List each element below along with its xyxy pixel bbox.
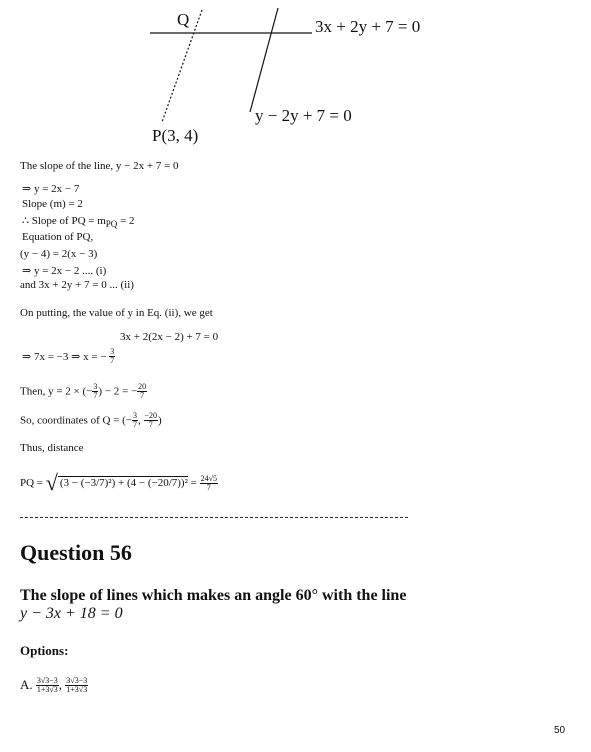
- slope-pq-text: ∴ Slope of PQ = m: [22, 215, 106, 227]
- question-heading: Question 56: [20, 540, 132, 565]
- option-a-f2-den: 1+3√3: [66, 684, 88, 694]
- coords-text: So, coordinates of Q = (−: [20, 414, 132, 427]
- distance-radicand: (3 − (−3/7)²) + (4 − (−20/7))²: [59, 477, 188, 489]
- solution-line-7: ⇒ y = 2x − 2 .... (i): [22, 265, 107, 277]
- label-p: P(3, 4): [152, 126, 199, 145]
- x-value-den: 7: [110, 356, 115, 365]
- y-frac2-den: 7: [140, 391, 145, 400]
- line-y-2x-7: [250, 8, 278, 112]
- solution-line-6: (y − 4) = 2(x − 3): [20, 248, 98, 260]
- section-divider: [20, 517, 408, 518]
- x-value-text: ⇒ 7x = −3 ⇒ x = −: [22, 351, 107, 363]
- coords-close: ): [158, 414, 162, 427]
- slope-pq-sub: PQ: [105, 219, 118, 230]
- x-value-fraction: [109, 348, 115, 365]
- option-a-frac-1: [36, 677, 59, 694]
- option-a-f1-num: 3√3−3: [36, 675, 58, 685]
- y-fraction-2: [137, 383, 147, 400]
- solution-line-5: Equation of PQ,: [22, 231, 94, 243]
- label-line2: y − 2y + 7 = 0: [255, 106, 352, 125]
- coords-frac2-den: 7: [148, 420, 153, 429]
- options-label: Options:: [20, 643, 69, 658]
- option-a-label: A.: [20, 677, 33, 693]
- option-a-sep: ,: [58, 677, 63, 693]
- coords-frac1-num: 3: [133, 411, 137, 420]
- option-a[interactable]: [20, 676, 88, 694]
- solution-line-11: [22, 348, 115, 365]
- solution-line-9: On putting, the value of y in Eq. (ii), we get: [20, 307, 213, 319]
- label-q: Q: [177, 10, 190, 29]
- y-frac1-num: 3: [93, 382, 98, 391]
- distance-den: 7: [206, 482, 211, 492]
- solution-line-4: [22, 214, 135, 229]
- y-value-mid: ) − 2 = −: [98, 385, 138, 398]
- y-value-text: Then, y = 2 × (−: [20, 385, 93, 398]
- option-a-f1-den: 1+3√3: [36, 684, 58, 694]
- coords-frac1-den: 7: [133, 420, 137, 429]
- geometry-diagram: [0, 0, 591, 150]
- solution-line-13: [20, 412, 162, 429]
- solution-line-1: The slope of the line, y − 2x + 7 = 0: [20, 160, 179, 172]
- question-text-line-2: y − 3x + 18 = 0: [20, 605, 123, 622]
- label-line1: 3x + 2y + 7 = 0: [315, 17, 421, 36]
- distance-lhs: PQ =: [20, 477, 46, 489]
- slope-pq-end: = 2: [117, 215, 135, 227]
- distance-result: [200, 475, 218, 492]
- sqrt-sign: √: [45, 470, 58, 495]
- distance-num: 24√5: [200, 473, 217, 483]
- solution-line-8: and 3x + 2y + 7 = 0 ... (ii): [20, 279, 134, 291]
- distance-equals: =: [187, 477, 200, 489]
- question-text-line-1: The slope of lines which makes an angle 60° with the line: [20, 587, 407, 604]
- y-frac2-num: 20: [138, 382, 147, 391]
- option-a-frac-2: [65, 677, 88, 694]
- solution-line-12: [20, 383, 147, 400]
- coords-sep: ,: [138, 414, 144, 427]
- coords-frac2-num: −20: [144, 411, 158, 420]
- x-value-num: 3: [110, 347, 115, 356]
- option-a-f2-num: 3√3−3: [66, 675, 88, 685]
- solution-line-15: [20, 470, 218, 496]
- solution-line-10: 3x + 2(2x − 2) + 7 = 0: [120, 331, 219, 343]
- y-frac1-den: 7: [93, 391, 98, 400]
- solution-line-14: Thus, distance: [20, 442, 84, 454]
- page-number: 50: [554, 725, 566, 736]
- solution-line-2: ⇒ y = 2x − 7: [22, 183, 80, 195]
- solution-line-3: Slope (m) = 2: [22, 198, 83, 210]
- coords-frac-2: [144, 412, 159, 429]
